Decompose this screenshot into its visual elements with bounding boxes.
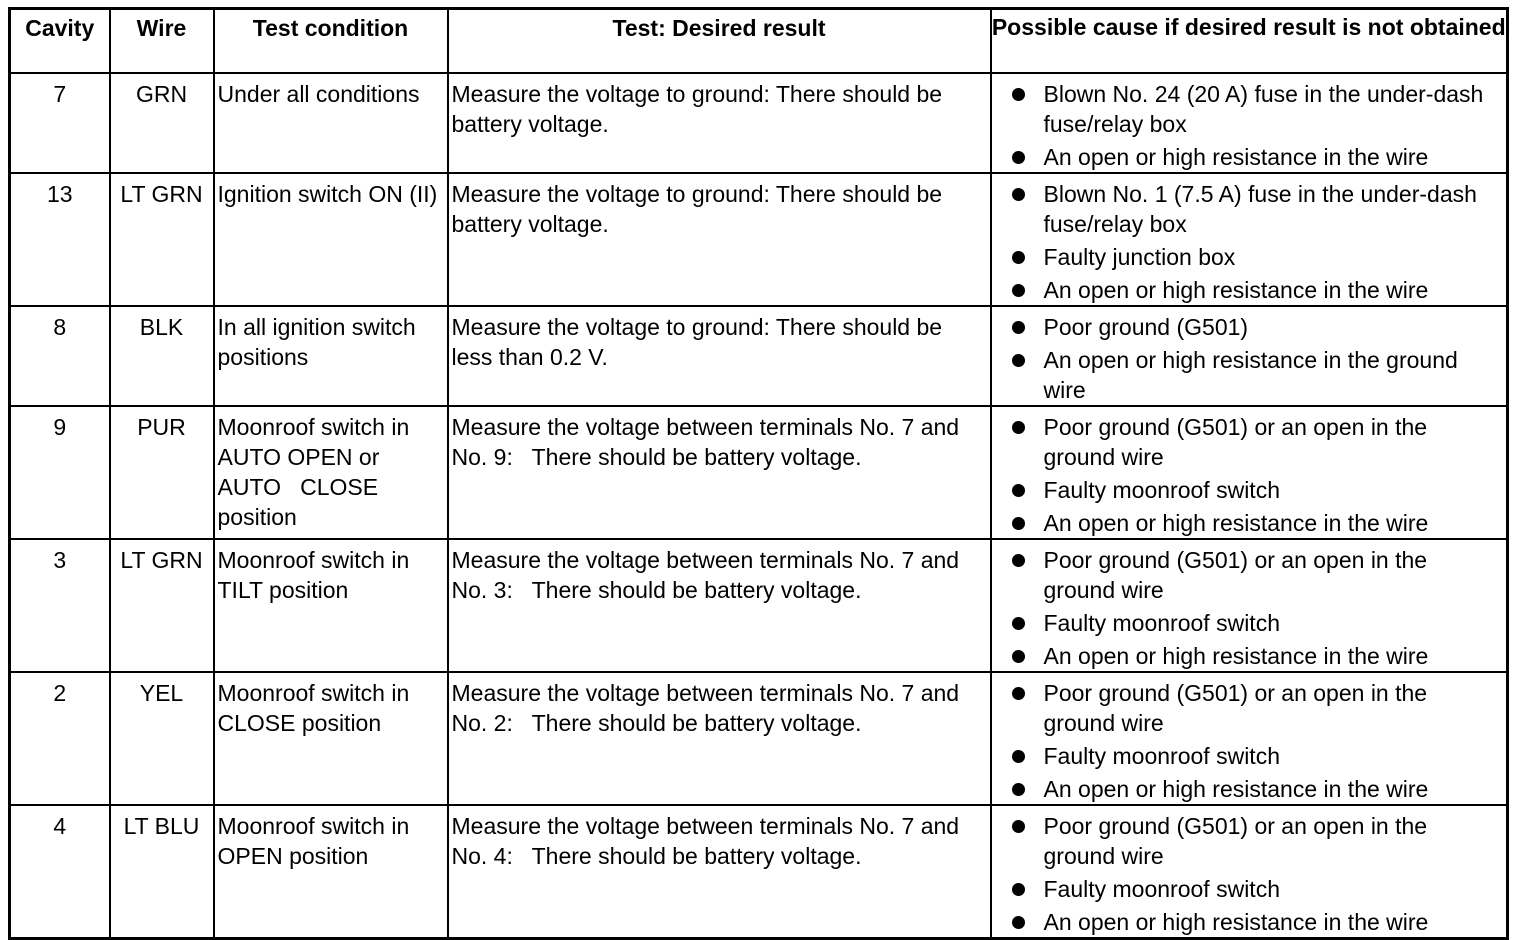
bullet-icon [1012, 321, 1025, 334]
bullet-icon [1012, 88, 1025, 101]
condition-cell: Moonroof switch in TILT position [214, 539, 448, 672]
cause-text: Poor ground (G501) or an open in the ground wire [1043, 679, 1428, 736]
bullet-icon [1012, 820, 1025, 833]
wire-cell: YEL [110, 672, 214, 805]
table-row [10, 306, 1508, 406]
result-cell: Measure the voltage between terminals No. 7 and No. 4: There should be battery voltage. [448, 805, 991, 939]
bullet-icon [1012, 151, 1025, 164]
cavity-cell: 2 [10, 672, 110, 805]
table-row [10, 539, 1508, 672]
cause-item [1010, 907, 1499, 937]
table-row [10, 672, 1508, 805]
cause-text: An open or high resistance in the wire [1043, 509, 1429, 536]
cause-text: Faulty moonroof switch [1043, 875, 1280, 902]
result-cell: Measure the voltage between terminals No. 7 and No. 9: There should be battery voltage. [448, 406, 991, 539]
cause-text: Blown No. 24 (20 A) fuse in the under-dash fuse/relay box [1043, 80, 1484, 137]
bullet-icon [1012, 284, 1025, 297]
cause-cell [991, 539, 1508, 672]
cause-list [1010, 545, 1499, 671]
wire-cell: LT BLU [110, 805, 214, 939]
cause-item [1010, 774, 1499, 804]
bullet-icon [1012, 750, 1025, 763]
bullet-icon [1012, 188, 1025, 201]
condition-cell: Moonroof switch in OPEN position [214, 805, 448, 939]
cause-list [1010, 412, 1499, 538]
troubleshooting-table [8, 7, 1509, 940]
cause-text: Poor ground (G501) or an open in the ground wire [1043, 413, 1428, 470]
cause-text: An open or high resistance in the wire [1043, 908, 1429, 935]
header-row [10, 9, 1508, 73]
cause-list [1010, 79, 1499, 172]
table-row [10, 805, 1508, 939]
cause-text: An open or high resistance in the wire [1043, 143, 1429, 170]
cause-item [1010, 412, 1499, 472]
cause-item [1010, 312, 1499, 342]
cause-item [1010, 874, 1499, 904]
bullet-icon [1012, 916, 1025, 929]
cause-list [1010, 678, 1499, 804]
cause-cell [991, 306, 1508, 406]
cause-text: An open or high resistance in the wire [1043, 775, 1429, 802]
table-row [10, 406, 1508, 539]
header-possible-cause: Possible cause if desired result is not obtained [991, 9, 1508, 73]
cavity-cell: 7 [10, 73, 110, 173]
table-row [10, 73, 1508, 173]
cause-cell [991, 173, 1508, 306]
header-test-condition: Test condition [214, 9, 448, 73]
bullet-icon [1012, 617, 1025, 630]
wire-cell: BLK [110, 306, 214, 406]
cause-item [1010, 475, 1499, 505]
condition-cell: Moonroof switch in AUTO OPEN or AUTO CLOSE position [214, 406, 448, 539]
bullet-icon [1012, 554, 1025, 567]
cause-item [1010, 242, 1499, 272]
cavity-cell: 4 [10, 805, 110, 939]
cause-text: Faulty moonroof switch [1043, 609, 1280, 636]
result-cell: Measure the voltage to ground: There should be battery voltage. [448, 173, 991, 306]
cause-item [1010, 678, 1499, 738]
bullet-icon [1012, 650, 1025, 663]
cause-cell [991, 73, 1508, 173]
cavity-cell: 8 [10, 306, 110, 406]
condition-cell: In all ignition switch positions [214, 306, 448, 406]
cause-item [1010, 641, 1499, 671]
cause-item [1010, 608, 1499, 638]
table-row [10, 173, 1508, 306]
cause-text: Poor ground (G501) or an open in the ground wire [1043, 812, 1428, 869]
header-wire: Wire [110, 9, 214, 73]
cause-item [1010, 811, 1499, 871]
header-desired-result: Test: Desired result [448, 9, 991, 73]
cause-item [1010, 79, 1499, 139]
result-cell: Measure the voltage to ground: There should be battery voltage. [448, 73, 991, 173]
cause-list [1010, 312, 1499, 405]
bullet-icon [1012, 517, 1025, 530]
cause-text: Poor ground (G501) or an open in the ground wire [1043, 546, 1428, 603]
cause-text: Poor ground (G501) [1043, 313, 1249, 340]
bullet-icon [1012, 687, 1025, 700]
cause-item [1010, 508, 1499, 538]
cause-cell [991, 805, 1508, 939]
cavity-cell: 3 [10, 539, 110, 672]
wire-cell: LT GRN [110, 539, 214, 672]
wire-cell: GRN [110, 73, 214, 173]
bullet-icon [1012, 421, 1025, 434]
cause-text: Faulty junction box [1043, 243, 1236, 270]
bullet-icon [1012, 484, 1025, 497]
wire-cell: PUR [110, 406, 214, 539]
cause-text: An open or high resistance in the ground wire [1043, 346, 1458, 403]
cavity-cell: 9 [10, 406, 110, 539]
header-cavity: Cavity [10, 9, 110, 73]
result-cell: Measure the voltage between terminals No. 7 and No. 3: There should be battery voltage. [448, 539, 991, 672]
cause-text: An open or high resistance in the wire [1043, 276, 1429, 303]
cause-text: Faulty moonroof switch [1043, 742, 1280, 769]
cavity-cell: 13 [10, 173, 110, 306]
condition-cell: Moonroof switch in CLOSE position [214, 672, 448, 805]
wire-cell: LT GRN [110, 173, 214, 306]
cause-item [1010, 275, 1499, 305]
cause-item [1010, 741, 1499, 771]
cause-text: Faulty moonroof switch [1043, 476, 1280, 503]
cause-item [1010, 142, 1499, 172]
bullet-icon [1012, 354, 1025, 367]
cause-text: Blown No. 1 (7.5 A) fuse in the under-dash fuse/relay box [1043, 180, 1477, 237]
cause-item [1010, 345, 1499, 405]
result-cell: Measure the voltage between terminals No. 7 and No. 2: There should be battery voltage. [448, 672, 991, 805]
result-cell: Measure the voltage to ground: There should be less than 0.2 V. [448, 306, 991, 406]
bullet-icon [1012, 883, 1025, 896]
cause-cell [991, 672, 1508, 805]
bullet-icon [1012, 251, 1025, 264]
cause-cell [991, 406, 1508, 539]
condition-cell: Ignition switch ON (II) [214, 173, 448, 306]
cause-item [1010, 545, 1499, 605]
cause-list [1010, 811, 1499, 937]
cause-item [1010, 179, 1499, 239]
cause-list [1010, 179, 1499, 305]
bullet-icon [1012, 783, 1025, 796]
condition-cell: Under all conditions [214, 73, 448, 173]
cause-text: An open or high resistance in the wire [1043, 642, 1429, 669]
